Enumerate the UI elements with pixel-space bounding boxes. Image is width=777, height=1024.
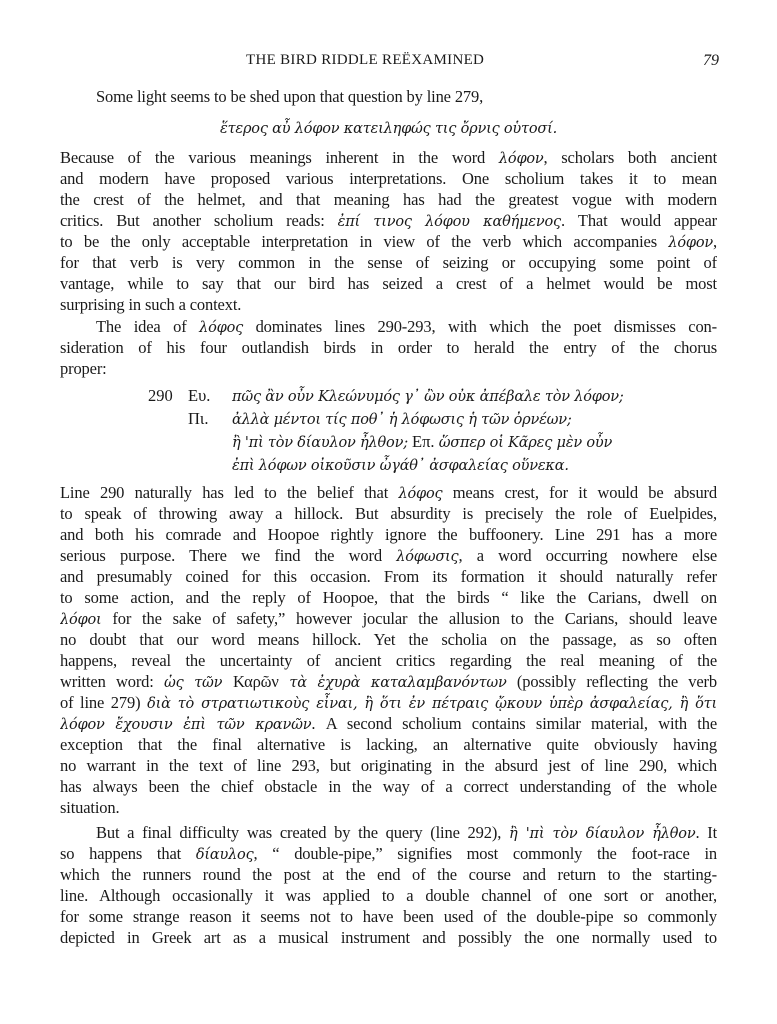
text-run: , bbox=[713, 232, 717, 251]
text-line bbox=[60, 252, 717, 273]
greek-text: ἐπί τινος λόφου καθήμενος bbox=[337, 214, 561, 230]
text-run: and modern have proposed various interpretations. One scholium takes it to mean bbox=[60, 169, 717, 188]
text-run: means crest, for it would be absurd bbox=[442, 483, 717, 502]
quote-line-279 bbox=[0, 118, 777, 140]
page-number: 79 bbox=[703, 52, 719, 69]
text-line bbox=[60, 906, 717, 927]
text-line bbox=[60, 713, 717, 734]
text-run: which the runners round the post at the end of the course and return to the starting- bbox=[60, 865, 717, 884]
text-run: , scholars both ancient bbox=[543, 148, 717, 167]
text-line bbox=[60, 608, 717, 629]
text-line bbox=[60, 587, 717, 608]
text-line bbox=[60, 755, 717, 776]
text-run: sideration of his four outlandish birds in order to herald the entry of the chorus bbox=[60, 338, 717, 357]
greek-text: λόφοι bbox=[60, 612, 102, 628]
text-line bbox=[60, 692, 717, 713]
intro-sentence bbox=[96, 86, 696, 107]
text-line bbox=[60, 629, 717, 650]
speaker-label: Πι. bbox=[188, 409, 209, 428]
greek-text: ἢ 'πὶ τὸν δίαυλον ἦλθον bbox=[508, 826, 696, 842]
greek-text: ὥσπερ οἱ Κᾶρες μὲν οὖν bbox=[438, 435, 613, 451]
text-run: situation. bbox=[60, 798, 120, 817]
greek-text: λόφος bbox=[398, 486, 443, 502]
text-run: for that verb is very common in the sense of seizing or occupying some point of bbox=[60, 253, 717, 272]
greek-text: δίαυλος bbox=[195, 847, 254, 863]
verse-text bbox=[232, 407, 572, 432]
greek-text: λόφος bbox=[199, 320, 244, 336]
text-line bbox=[60, 734, 717, 755]
text-run: to some action, and the reply of Hoopoe, that the birds “ like the Carians, dwell on bbox=[60, 588, 717, 607]
running-title: THE BIRD RIDDLE REËXAMINED bbox=[246, 52, 485, 68]
text-run: . It bbox=[695, 823, 717, 842]
text-run: line. Although occasionally it was applied to a double channel of one sort or another, bbox=[60, 886, 717, 905]
text-run: proper: bbox=[60, 359, 107, 378]
text-line bbox=[60, 482, 717, 503]
greek-text: λόφον bbox=[668, 235, 714, 251]
text-run: happens, reveal the uncertainty of ancient critics regarding the real meaning of the bbox=[60, 651, 717, 670]
text-run: has always been the chief obstacle in the way of a correct understanding of the whole bbox=[60, 777, 717, 796]
text-run: . That would appear bbox=[560, 211, 717, 230]
text-line bbox=[60, 273, 717, 294]
text-run: to speak of throwing away a hillock. But absurdity is precisely the role of Euelpides, bbox=[60, 504, 717, 523]
text-line bbox=[60, 822, 717, 843]
text-run: for some strange reason it seems not to have been used of the double-pipe so commonly bbox=[60, 907, 717, 926]
text-line bbox=[60, 650, 717, 671]
verse-text bbox=[232, 453, 569, 478]
text-line bbox=[60, 566, 717, 587]
text-line bbox=[60, 168, 717, 189]
text-run: so happens that bbox=[60, 844, 196, 863]
text-line bbox=[60, 231, 717, 252]
text-run: Because of the various meanings inherent in the word bbox=[60, 148, 499, 167]
text-line bbox=[60, 843, 717, 864]
text-run: depicted in Greek art as a musical instrument and possibly the one normally used to bbox=[60, 928, 717, 947]
text-run: critics. But another scholium reads: bbox=[60, 211, 338, 230]
text-line bbox=[60, 885, 717, 906]
text-line bbox=[60, 864, 717, 885]
text-line bbox=[60, 316, 717, 337]
text-run: the crest of the helmet, and that meaning has had the greatest vogue with modern bbox=[60, 190, 717, 209]
text-run: . A second scholium contains similar material, with the bbox=[311, 714, 717, 733]
text-line bbox=[60, 524, 717, 545]
greek-quote: ἕτερος αὖ λόφον κατειληφώς τις ὄρνις οὑτοσί. bbox=[220, 121, 557, 137]
text-run: and presumably coined for this occasion. From its formation it should naturally refer bbox=[60, 567, 717, 586]
text-run: , a word occurring nowhere else bbox=[458, 546, 717, 565]
text-run: dominates lines 290-293, with which the poet dismisses con- bbox=[243, 317, 717, 336]
text-run: Καρῶν bbox=[232, 672, 279, 691]
greek-text: ὡς τῶν bbox=[163, 675, 233, 691]
text-line bbox=[60, 503, 717, 524]
text-run: written word: bbox=[60, 672, 164, 691]
paragraph-3 bbox=[60, 482, 717, 818]
verse-text bbox=[232, 430, 612, 455]
text-run: serious purpose. There we find the word bbox=[60, 546, 397, 565]
text-line bbox=[60, 797, 717, 818]
text-run: to be the only acceptable interpretation in view of the verb which accompanies bbox=[60, 232, 669, 251]
greek-text: ἢ 'πὶ τὸν δίαυλον ἦλθον; bbox=[232, 435, 408, 451]
text-line bbox=[60, 927, 717, 948]
text-run: (possibly reflecting the verb bbox=[506, 672, 717, 691]
text-line bbox=[96, 86, 696, 107]
text-line bbox=[60, 189, 717, 210]
text-line bbox=[60, 337, 717, 358]
text-run: of line 279) bbox=[60, 693, 148, 712]
text-run: Some light seems to be shed upon that question by line 279, bbox=[96, 87, 484, 106]
text-run: But a final difficulty was created by the query (line 292), bbox=[96, 823, 509, 842]
text-line bbox=[60, 671, 717, 692]
text-run: surprising in such a context. bbox=[60, 295, 242, 314]
text-line bbox=[60, 776, 717, 797]
greek-text: ἐπὶ λόφων οἰκοῦσιν ὦγάθ᾽ ἀσφαλείας οὕνεκα. bbox=[232, 458, 569, 474]
text-line bbox=[60, 294, 717, 315]
text-line bbox=[60, 147, 717, 168]
text-run: exception that the final alternative is lacking, an alternative quite obviously having bbox=[60, 735, 717, 754]
greek-text: τὰ ἐχυρὰ καταλαμβανόντων bbox=[278, 675, 507, 691]
text-run: , “ double-pipe,” signifies most commonly the foot-race in bbox=[253, 844, 717, 863]
text-line bbox=[60, 358, 717, 379]
text-run: and both his comrade and Hoopoe rightly ignore the buffoonery. Line 291 has a more bbox=[60, 525, 717, 544]
paragraph-1 bbox=[60, 147, 717, 315]
greek-text: ἀλλὰ μέντοι τίς ποθ᾽ ἡ λόφωσις ἡ τῶν ὀρνέων; bbox=[232, 412, 572, 428]
greek-text: λόφον bbox=[498, 151, 544, 167]
paragraph-4 bbox=[60, 822, 717, 948]
text-run: Line 290 naturally has led to the belief that bbox=[60, 483, 399, 502]
text-line bbox=[60, 210, 717, 231]
line-number: 290 bbox=[148, 386, 173, 405]
verse-text bbox=[232, 384, 624, 409]
greek-text: λόφωσις bbox=[396, 549, 459, 565]
text-run: vantage, while to say that our bird has seized a crest of a helmet would be most bbox=[60, 274, 717, 293]
greek-text: λόφον ἔχουσιν ἐπὶ τῶν κρανῶν bbox=[60, 717, 312, 733]
greek-text: διὰ τὸ στρατιωτικοὺς εἶναι, ἢ ὅτι ἐν πέτραις ᾤκουν ὑπὲρ ἀσφαλείας, ἢ ὅτι bbox=[147, 696, 717, 712]
text-run: no warrant in the text of line 293, but originating in the absurd jest of line 290, which bbox=[60, 756, 717, 775]
text-line bbox=[60, 545, 717, 566]
paragraph-2 bbox=[60, 316, 717, 379]
greek-text: πῶς ἂν οὖν Κλεώνυμός γ᾽ ὢν οὐκ ἀπέβαλε τὸν λόφον; bbox=[232, 389, 624, 405]
text-run: no doubt that our word means hillock. Yet the scholia on the passage, as so often bbox=[60, 630, 717, 649]
text-run: for the sake of safety,” however jocular the allusion to the Carians, should leave bbox=[101, 609, 717, 628]
text-run: The idea of bbox=[96, 317, 200, 336]
text-run: Επ. bbox=[407, 432, 439, 451]
speaker-label: Ευ. bbox=[188, 386, 211, 405]
